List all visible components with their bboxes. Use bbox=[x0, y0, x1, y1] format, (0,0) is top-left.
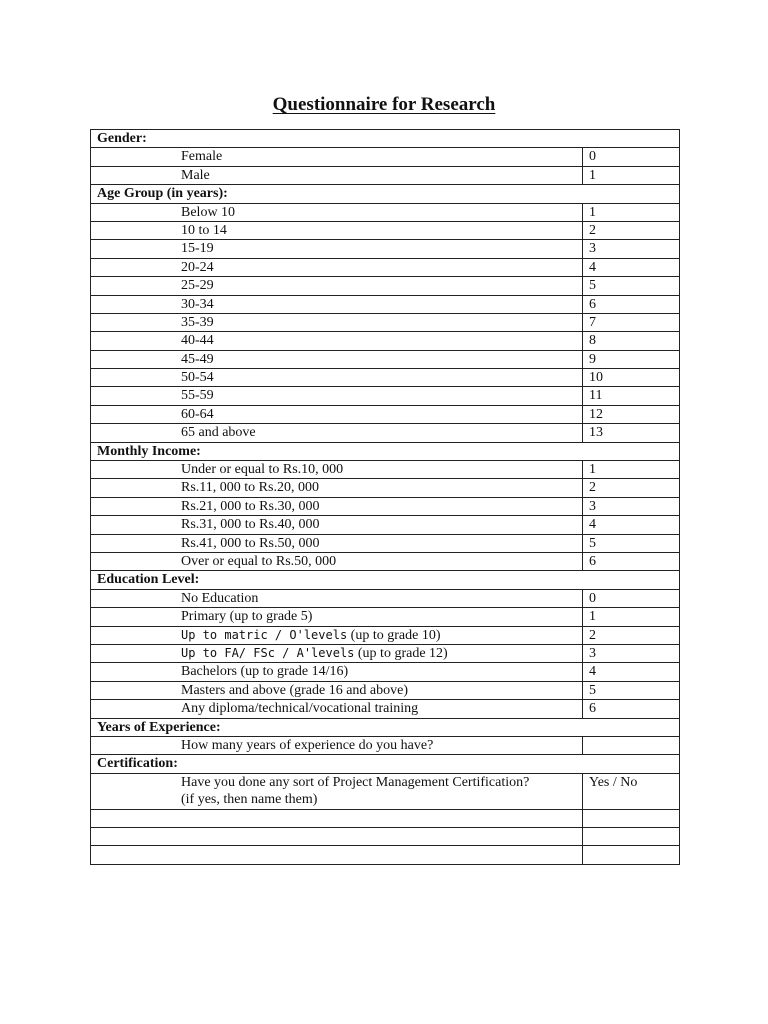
option-code: 1 bbox=[583, 608, 680, 626]
option-label: 40-44 bbox=[91, 332, 583, 350]
option-label: Female bbox=[91, 148, 583, 166]
blank-cell[interactable] bbox=[91, 846, 583, 864]
table-row bbox=[91, 773, 680, 809]
option-code: 3 bbox=[583, 497, 680, 515]
blank-row bbox=[91, 846, 680, 864]
table-row bbox=[91, 332, 680, 350]
table-row bbox=[91, 166, 680, 184]
option-label: 45-49 bbox=[91, 350, 583, 368]
page-title: Questionnaire for Research bbox=[272, 94, 496, 115]
table-row bbox=[91, 350, 680, 368]
option-label: Below 10 bbox=[91, 203, 583, 221]
option-code: 3 bbox=[583, 644, 680, 662]
option-label-mono: Up to matric / O'levels bbox=[181, 627, 348, 642]
option-code: 4 bbox=[583, 258, 680, 276]
option-code: 8 bbox=[583, 332, 680, 350]
table-row bbox=[91, 277, 680, 295]
option-code: 6 bbox=[583, 700, 680, 718]
section-header-education-level bbox=[91, 571, 680, 589]
table-row bbox=[91, 589, 680, 607]
table-row bbox=[91, 387, 680, 405]
option-code: 1 bbox=[583, 166, 680, 184]
question-label: How many years of experience do you have? bbox=[91, 736, 583, 754]
option-code: 3 bbox=[583, 240, 680, 258]
section-heading: Years of Experience: bbox=[91, 718, 680, 736]
option-code: 7 bbox=[583, 313, 680, 331]
question-line: (if yes, then name them) bbox=[181, 791, 318, 807]
option-code: 4 bbox=[583, 516, 680, 534]
option-label: 65 and above bbox=[91, 424, 583, 442]
section-heading: Gender: bbox=[91, 130, 680, 148]
table-row bbox=[91, 203, 680, 221]
option-code: 10 bbox=[583, 369, 680, 387]
option-label: Rs.41, 000 to Rs.50, 000 bbox=[91, 534, 583, 552]
section-heading: Certification: bbox=[91, 755, 680, 773]
table-row bbox=[91, 681, 680, 699]
option-code: 12 bbox=[583, 405, 680, 423]
option-label bbox=[91, 626, 583, 644]
option-label: 10 to 14 bbox=[91, 221, 583, 239]
table-row bbox=[91, 626, 680, 644]
option-label: No Education bbox=[91, 589, 583, 607]
option-label: Bachelors (up to grade 14/16) bbox=[91, 663, 583, 681]
table-row bbox=[91, 608, 680, 626]
table-row bbox=[91, 258, 680, 276]
option-code: 2 bbox=[583, 221, 680, 239]
certification-answer-cell[interactable]: Yes / No bbox=[583, 773, 680, 809]
option-code: 2 bbox=[583, 479, 680, 497]
option-code: 1 bbox=[583, 203, 680, 221]
blank-cell[interactable] bbox=[583, 828, 680, 846]
option-label: 15-19 bbox=[91, 240, 583, 258]
table-row bbox=[91, 461, 680, 479]
blank-row bbox=[91, 809, 680, 827]
option-label: 20-24 bbox=[91, 258, 583, 276]
table-row bbox=[91, 369, 680, 387]
table-row bbox=[91, 700, 680, 718]
section-header-gender bbox=[91, 130, 680, 148]
option-label: 55-59 bbox=[91, 387, 583, 405]
option-code: 0 bbox=[583, 148, 680, 166]
option-label-mono: Up to FA/ FSc / A'levels bbox=[181, 645, 355, 660]
table-row bbox=[91, 295, 680, 313]
option-code: 6 bbox=[583, 552, 680, 570]
option-label-rest: (up to grade 10) bbox=[347, 627, 441, 643]
option-code: 5 bbox=[583, 534, 680, 552]
question-label bbox=[91, 773, 583, 809]
option-label-rest: (up to grade 12) bbox=[354, 645, 448, 661]
option-label: 35-39 bbox=[91, 313, 583, 331]
option-code: 5 bbox=[583, 681, 680, 699]
questionnaire-table bbox=[90, 129, 680, 865]
section-header-age-group bbox=[91, 185, 680, 203]
option-label: Over or equal to Rs.50, 000 bbox=[91, 552, 583, 570]
section-header-monthly-income bbox=[91, 442, 680, 460]
option-code: 13 bbox=[583, 424, 680, 442]
table-row bbox=[91, 736, 680, 754]
table-row bbox=[91, 479, 680, 497]
option-code: 0 bbox=[583, 589, 680, 607]
option-label: Under or equal to Rs.10, 000 bbox=[91, 461, 583, 479]
option-code: 2 bbox=[583, 626, 680, 644]
question-line: Have you done any sort of Project Management Certification? bbox=[181, 774, 530, 790]
section-heading: Monthly Income: bbox=[91, 442, 680, 460]
option-label: 50-54 bbox=[91, 369, 583, 387]
option-label: 60-64 bbox=[91, 405, 583, 423]
option-label: 30-34 bbox=[91, 295, 583, 313]
blank-cell[interactable] bbox=[583, 846, 680, 864]
option-code: 9 bbox=[583, 350, 680, 368]
option-label bbox=[91, 644, 583, 662]
option-label: 25-29 bbox=[91, 277, 583, 295]
experience-answer-cell[interactable] bbox=[583, 736, 680, 754]
section-heading: Age Group (in years): bbox=[91, 185, 680, 203]
option-label: Rs.31, 000 to Rs.40, 000 bbox=[91, 516, 583, 534]
section-header-experience bbox=[91, 718, 680, 736]
table-row bbox=[91, 663, 680, 681]
table-row bbox=[91, 497, 680, 515]
option-code: 6 bbox=[583, 295, 680, 313]
blank-cell[interactable] bbox=[91, 828, 583, 846]
option-code: 5 bbox=[583, 277, 680, 295]
table-row bbox=[91, 644, 680, 662]
option-code: 1 bbox=[583, 461, 680, 479]
option-label: Any diploma/technical/vocational training bbox=[91, 700, 583, 718]
section-heading: Education Level: bbox=[91, 571, 680, 589]
table-row bbox=[91, 424, 680, 442]
blank-cell[interactable] bbox=[91, 809, 583, 827]
option-label: Masters and above (grade 16 and above) bbox=[91, 681, 583, 699]
table-row bbox=[91, 405, 680, 423]
table-row bbox=[91, 221, 680, 239]
option-code: 11 bbox=[583, 387, 680, 405]
table-row bbox=[91, 552, 680, 570]
blank-row bbox=[91, 828, 680, 846]
option-label: Male bbox=[91, 166, 583, 184]
table-row bbox=[91, 148, 680, 166]
table-row bbox=[91, 313, 680, 331]
option-label: Rs.21, 000 to Rs.30, 000 bbox=[91, 497, 583, 515]
blank-cell[interactable] bbox=[583, 809, 680, 827]
table-row bbox=[91, 240, 680, 258]
table-row bbox=[91, 534, 680, 552]
option-label: Primary (up to grade 5) bbox=[91, 608, 583, 626]
section-header-certification bbox=[91, 755, 680, 773]
option-code: 4 bbox=[583, 663, 680, 681]
option-label: Rs.11, 000 to Rs.20, 000 bbox=[91, 479, 583, 497]
table-row bbox=[91, 516, 680, 534]
